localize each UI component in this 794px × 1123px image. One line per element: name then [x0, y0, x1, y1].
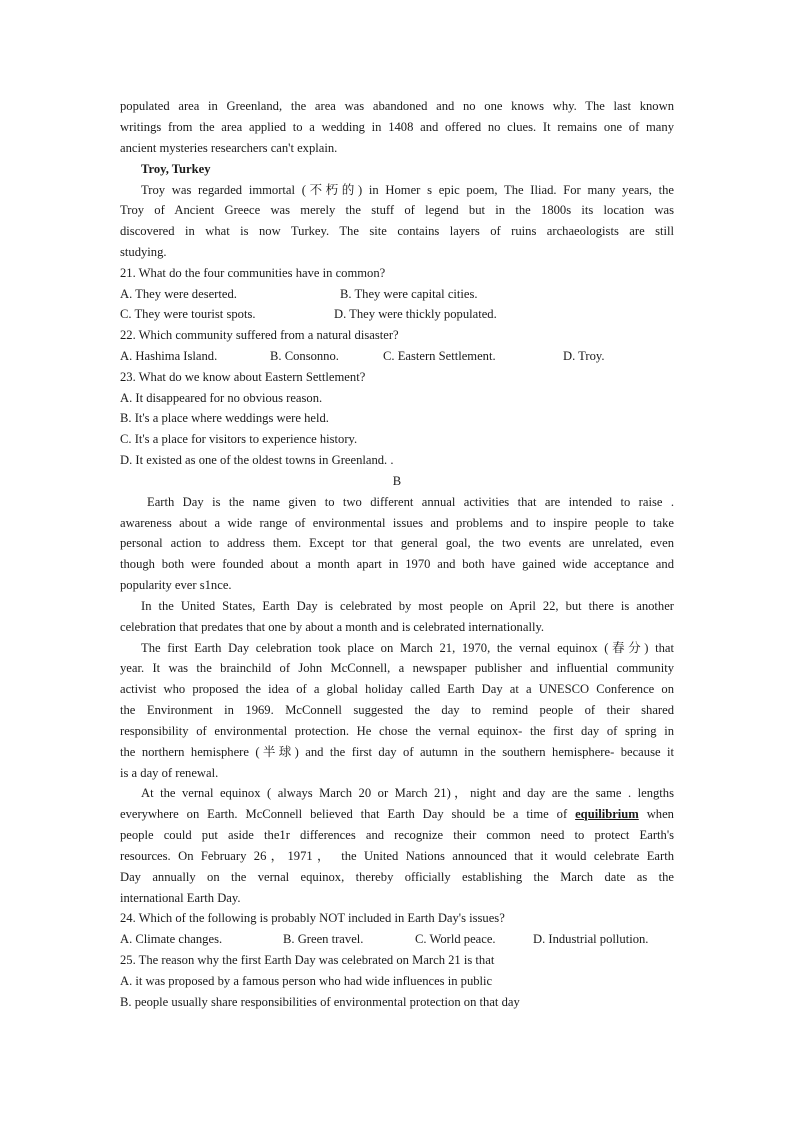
text-line: Troy of Ancient Greece was merely the stuff of legend but in the 1800s its location was — [120, 203, 674, 217]
text-line: international Earth Day. — [120, 891, 241, 905]
option-b: B. people usually share responsibilities of environmental protection on that day — [120, 995, 520, 1009]
text-line: though both were founded about a month apart in 1970 and both have gained wide acceptance and — [120, 557, 674, 571]
option-a: A. Climate changes. — [120, 932, 223, 946]
option-d: D. They were thickly populated. — [334, 307, 497, 321]
option-d: D. It existed as one of the oldest towns in Greenland. . — [120, 453, 394, 467]
text-line: Day annually on the vernal equinox, thereby officially establishing the March date as the — [120, 870, 674, 884]
option-c: C. They were tourist spots. — [120, 307, 256, 321]
text-line: Earth Day is the name given to two different annual activities that are intended to raise . — [147, 495, 674, 509]
option-b: B. Green travel. — [283, 932, 364, 946]
text-line: resources. On February 26，1971， the United Nations announced that it would celebrate Earth — [120, 849, 674, 863]
text-line: In the United States, Earth Day is celebrated by most people on April 22, but there is another — [141, 599, 674, 613]
text-line: the northern hemisphere (半球) and the first day of autumn in the southern hemisphere- because it — [120, 745, 674, 759]
text-line: Troy was regarded immortal (不朽的) in Homer s epic poem, The Iliad. For many years, the — [141, 183, 674, 197]
option-d: D. Troy. — [563, 349, 605, 363]
text-line: popularity ever s1nce. — [120, 578, 232, 592]
text-line: populated area in Greenland, the area was abandoned and no one knows why. The last known — [120, 99, 674, 113]
text-line: celebration that predates that one by about a month and is celebrated internationally. — [120, 620, 545, 634]
text-line: the Environment in 1969. McConnell suggested the day to remind people of their shared — [120, 703, 674, 717]
section-heading-troy: Troy, Turkey — [141, 162, 211, 176]
option-b: B. It's a place where weddings were held. — [120, 411, 329, 425]
option-d: D. Industrial pollution. — [533, 932, 649, 946]
question-stem: 23. What do we know about Eastern Settlement? — [120, 370, 366, 384]
text-line: At the vernal equinox ( always March 20 or March 21)，night and day are the same . lengths — [141, 786, 674, 800]
option-a: A. it was proposed by a famous person who had wide influences in public — [120, 974, 493, 988]
question-stem: 21. What do the four communities have in common? — [120, 266, 386, 280]
text-line: year. It was the brainchild of John McConnell, a newspaper publisher and influential community — [120, 661, 674, 675]
option-a: A. Hashima Island. — [120, 349, 218, 363]
text-segment: when — [646, 807, 674, 821]
option-c: C. It's a place for visitors to experience history. — [120, 432, 358, 446]
underlined-word: equilibrium — [575, 807, 639, 821]
text-segment: everywhere on Earth. McConnell believed that Earth Day should be a time of — [120, 807, 568, 821]
text-line: studying. — [120, 245, 167, 259]
option-c: C. World peace. — [415, 932, 496, 946]
option-b: B. They were capital cities. — [340, 287, 478, 301]
section-label-b: B — [392, 474, 402, 488]
question-stem: 22. Which community suffered from a natural disaster? — [120, 328, 399, 342]
text-line: ancient mysteries researchers can't explain. — [120, 141, 338, 155]
text-line: writings from the area applied to a wedding in 1408 and offered no clues. It remains one of many — [120, 120, 674, 134]
text-line: discovered in what is now Turkey. The site contains layers of ruins archaeologists are still — [120, 224, 674, 238]
question-stem: 24. Which of the following is probably NOT included in Earth Day's issues? — [120, 911, 505, 925]
text-line: personal action to address them. Except tor that general goal, the two events are unrelated, even — [120, 536, 674, 550]
text-line: people could put aside the1r differences and recognize their common need to protect Earth's — [120, 828, 674, 842]
option-c: C. Eastern Settlement. — [383, 349, 496, 363]
text-line: is a day of renewal. — [120, 766, 219, 780]
text-line: responsibility of environmental protection. He chose the vernal equinox- the first day of spring in — [120, 724, 674, 738]
option-a: A. They were deserted. — [120, 287, 237, 301]
question-stem: 25. The reason why the first Earth Day was celebrated on March 21 is that — [120, 953, 495, 967]
text-line — [120, 804, 674, 824]
text-line: activist who proposed the idea of a global holiday called Earth Day at a UNESCO Conference on — [120, 682, 674, 696]
option-b: B. Consonno. — [270, 349, 339, 363]
text-line: awareness about a wide range of environmental issues and problems and to inspire people to take — [120, 516, 674, 530]
text-line: The first Earth Day celebration took place on March 21, 1970, the vernal equinox (春分) that — [141, 641, 674, 655]
option-a: A. It disappeared for no obvious reason. — [120, 391, 323, 405]
